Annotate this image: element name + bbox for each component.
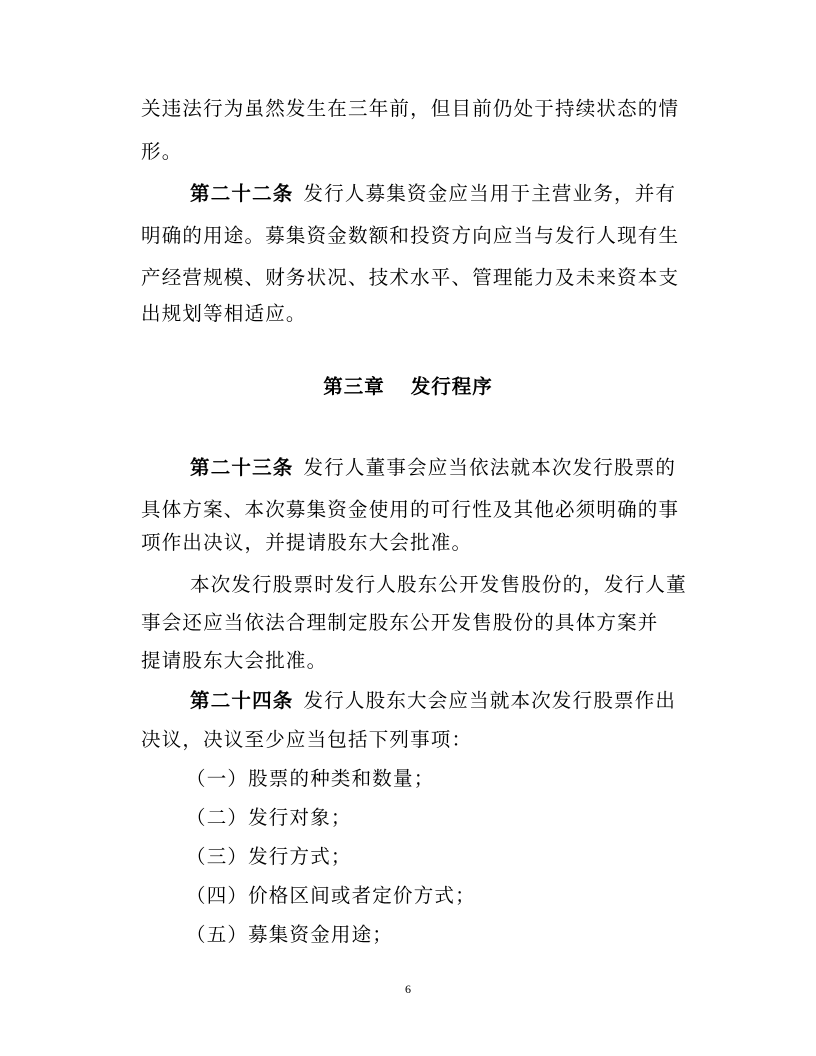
article-23-line: 项作出决议，并提请股东大会批准。 <box>141 531 473 554</box>
chapter-title: 发行程序 <box>410 375 493 398</box>
list-item: （二）发行对象； <box>186 806 352 829</box>
list-item: （一）股票的种类和数量； <box>186 767 435 790</box>
article-22-line: 明确的用途。募集资金数额和投资方向应当与发行人现有生 <box>141 224 680 247</box>
chapter-number: 第三章 <box>323 375 385 398</box>
list-item: （五）募集资金用途； <box>186 923 394 946</box>
page-number: 6 <box>405 982 411 996</box>
body-text-line: 形。 <box>141 140 183 163</box>
article-24-text: 发行人股东大会应当就本次发行股票作出 <box>303 689 677 712</box>
article-22-line: 产经营规模、财务状况、技术水平、管理能力及未来资本支 <box>141 266 680 289</box>
article-23-line <box>190 455 677 481</box>
article-24-number: 第二十四条 <box>190 689 294 712</box>
article-23-number: 第二十三条 <box>190 456 294 479</box>
body-text-line: 关违法行为虽然发生在三年前，但目前仍处于持续状态的情 <box>141 97 680 120</box>
article-22-line: 出规划等相适应。 <box>141 302 307 325</box>
paragraph-line: 本次发行股票时发行人股东公开发售股份的，发行人董 <box>190 573 687 596</box>
article-24-line <box>190 688 677 714</box>
article-22-text: 发行人募集资金应当用于主营业务，并有 <box>303 182 677 205</box>
list-item: （三）发行方式； <box>186 845 352 868</box>
article-22-line <box>190 181 677 207</box>
list-item: （四）价格区间或者定价方式； <box>186 884 476 907</box>
chapter-heading <box>0 374 816 400</box>
article-24-line: 决议，决议至少应当包括下列事项： <box>141 728 473 751</box>
article-23-text: 发行人董事会应当依法就本次发行股票的 <box>303 456 677 479</box>
article-23-line: 具体方案、本次募集资金使用的可行性及其他必须明确的事 <box>141 498 680 521</box>
paragraph-line: 事会还应当依法合理制定股东公开发售股份的具体方案并 <box>141 611 659 634</box>
paragraph-line: 提请股东大会批准。 <box>141 649 328 672</box>
article-22-number: 第二十二条 <box>190 182 294 205</box>
